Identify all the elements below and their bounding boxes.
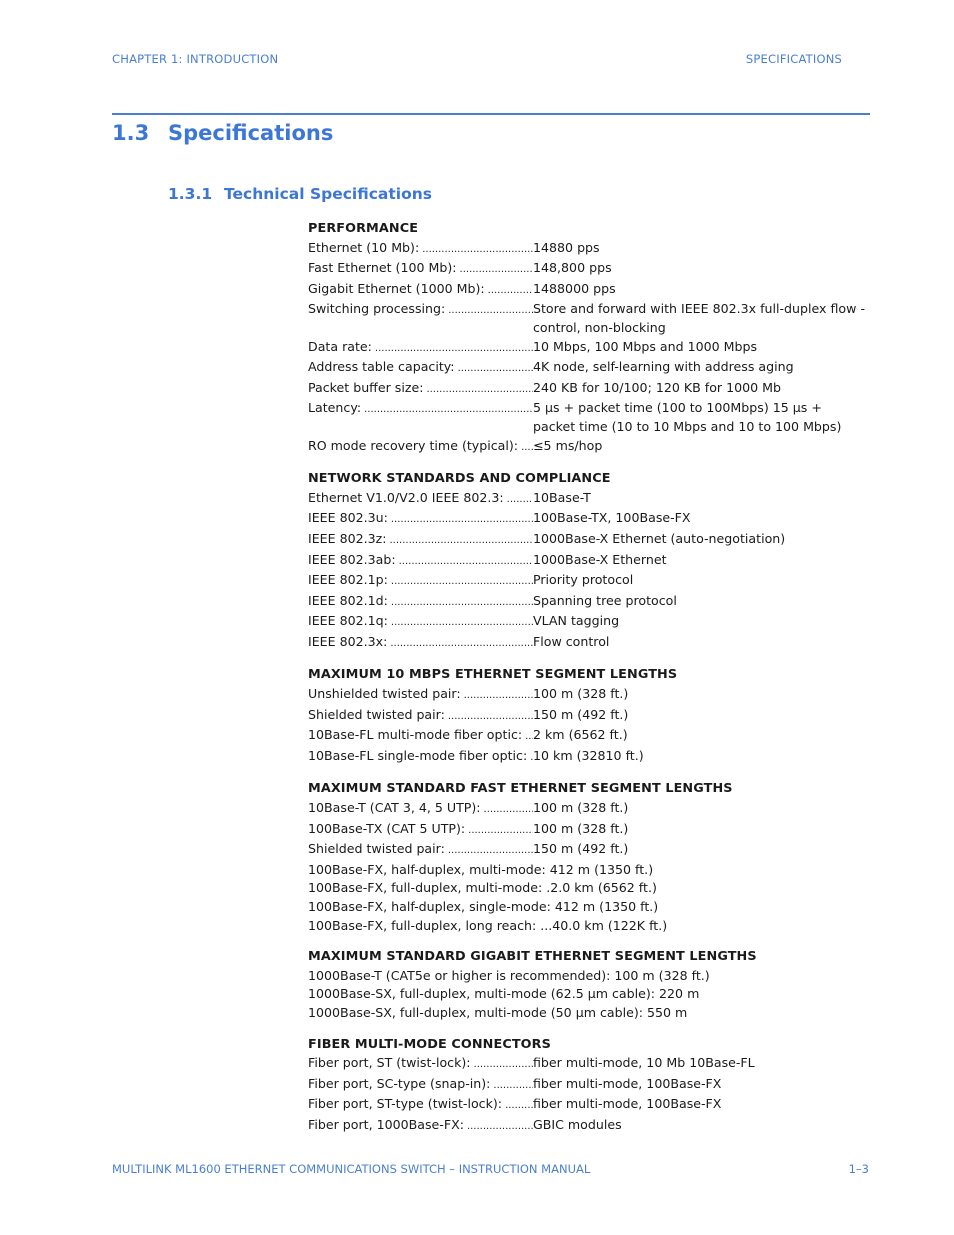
- dot-leader: [391, 509, 533, 530]
- spec-label: Latency:: [308, 400, 362, 416]
- spec-label-cell: [308, 437, 533, 458]
- spec-row: [308, 551, 868, 572]
- spec-row: [308, 437, 868, 458]
- spec-row: [308, 1095, 868, 1116]
- dot-leader: [391, 571, 533, 592]
- spec-section-title: FIBER MULTI-MODE CONNECTORS: [308, 1036, 551, 1052]
- spec-label-cell: [308, 530, 533, 551]
- spec-line: 100Base-FX, full-duplex, long reach: ...40.0 km (122K ft.): [308, 917, 668, 933]
- spec-row: [308, 726, 868, 747]
- spec-row: [308, 530, 868, 551]
- spec-label: 10Base-FL multi-mode fiber optic:: [308, 727, 523, 743]
- spec-value: 240 KB for 10/100; 120 KB for 1000 Mb: [533, 379, 781, 395]
- running-header-section: SPECIFICATIONS: [745, 52, 842, 66]
- spec-row: [308, 358, 868, 379]
- spec-row: [308, 706, 868, 727]
- header-rule: [112, 113, 870, 115]
- spec-label: Shielded twisted pair:: [308, 841, 445, 857]
- spec-label: Fiber port, ST-type (twist-lock):: [308, 1096, 503, 1112]
- dot-leader: [468, 820, 533, 841]
- spec-label: Fiber port, ST (twist-lock):: [308, 1055, 471, 1071]
- spec-label-cell: [308, 338, 533, 359]
- spec-row: [308, 633, 868, 654]
- running-header-chapter: CHAPTER 1: INTRODUCTION: [112, 52, 279, 66]
- spec-label: IEEE 802.3ab:: [308, 551, 396, 567]
- spec-value: 1000Base-X Ethernet: [533, 551, 667, 567]
- spec-row: [308, 399, 868, 436]
- spec-row: [308, 799, 868, 820]
- spec-value: 10 km (32810 ft.): [533, 747, 644, 763]
- spec-label: IEEE 802.3z:: [308, 530, 387, 546]
- spec-value: Priority protocol: [533, 572, 634, 588]
- spec-value: 150 m (492 ft.): [533, 841, 629, 857]
- dot-leader: [364, 399, 533, 436]
- dot-leader: [448, 706, 533, 727]
- page-number: 1–3: [848, 1162, 869, 1176]
- spec-label-cell: [308, 239, 533, 260]
- spec-value: fiber multi-mode, 100Base-FX: [533, 1075, 722, 1091]
- section-number: 1.3: [112, 121, 150, 145]
- spec-label-cell: [308, 259, 533, 280]
- spec-label: 10Base-T (CAT 3, 4, 5 UTP):: [308, 800, 481, 816]
- subsection-heading: [168, 185, 432, 203]
- spec-line: 100Base-FX, half-duplex, multi-mode: 412 m (1350 ft.): [308, 861, 654, 877]
- dot-leader: [448, 840, 533, 861]
- spec-label-cell: [308, 820, 533, 841]
- spec-label-cell: [308, 612, 533, 633]
- spec-row: [308, 1054, 868, 1075]
- dot-leader: [375, 338, 533, 359]
- spec-label: Gigabit Ethernet (1000 Mb):: [308, 280, 485, 296]
- spec-section: [308, 948, 868, 1022]
- spec-label: IEEE 802.1p:: [308, 572, 388, 588]
- spec-value: fiber multi-mode, 10 Mb 10Base-FL: [533, 1055, 755, 1071]
- spec-label-cell: [308, 280, 533, 301]
- spec-line: 1000Base-SX, full-duplex, multi-mode (50 µm cable): 550 m: [308, 1004, 688, 1020]
- spec-row: [308, 820, 868, 841]
- spec-row: [308, 1075, 868, 1096]
- spec-value: GBIC modules: [533, 1116, 622, 1132]
- spec-label-cell: [308, 300, 533, 337]
- spec-value: ≤5 ms/hop: [533, 437, 603, 453]
- spec-row: [308, 612, 868, 633]
- dot-leader: [507, 489, 533, 510]
- dot-leader: [488, 280, 533, 301]
- spec-label-cell: [308, 358, 533, 379]
- spec-label: Fiber port, SC-type (snap-in):: [308, 1075, 491, 1091]
- spec-label: Data rate:: [308, 338, 372, 354]
- dot-leader: [505, 1095, 533, 1116]
- spec-label: Unshielded twisted pair:: [308, 686, 461, 702]
- spec-value: fiber multi-mode, 100Base-FX: [533, 1096, 722, 1112]
- spec-section-title: MAXIMUM STANDARD FAST ETHERNET SEGMENT LENGTHS: [308, 781, 733, 797]
- spec-label-cell: [308, 633, 533, 654]
- spec-value: 150 m (492 ft.): [533, 706, 629, 722]
- spec-row: [308, 379, 868, 400]
- spec-value: Store and forward with IEEE 802.3x full-duplex flow - control, non-blocking: [533, 301, 865, 335]
- spec-value: Spanning tree protocol: [533, 592, 677, 608]
- spec-label: Address table capacity:: [308, 359, 455, 375]
- spec-value: 10 Mbps, 100 Mbps and 1000 Mbps: [533, 338, 758, 354]
- spec-label: Packet buffer size:: [308, 379, 424, 395]
- spec-value: 100Base-TX, 100Base-FX: [533, 510, 691, 526]
- dot-leader: [525, 726, 533, 747]
- spec-row: [308, 338, 868, 359]
- spec-section: [308, 470, 868, 653]
- dot-leader: [426, 379, 533, 400]
- spec-label: IEEE 802.1d:: [308, 592, 388, 608]
- footer-title: MULTILINK ML1600 ETHERNET COMMUNICATIONS SWITCH – INSTRUCTION MANUAL: [112, 1162, 591, 1176]
- spec-label: 10Base-FL single-mode fiber optic:: [308, 747, 528, 763]
- dot-leader: [391, 612, 533, 633]
- dot-leader: [422, 239, 533, 260]
- spec-row: [308, 1116, 868, 1137]
- spec-line: 100Base-FX, full-duplex, multi-mode: .2.0 km (6562 ft.): [308, 880, 657, 896]
- section-heading: [112, 121, 333, 145]
- dot-leader: [390, 633, 533, 654]
- spec-row: [308, 685, 868, 706]
- spec-label-cell: [308, 1116, 533, 1137]
- spec-label-cell: [308, 799, 533, 820]
- spec-label: 100Base-TX (CAT 5 UTP):: [308, 820, 466, 836]
- spec-label-cell: [308, 1075, 533, 1096]
- spec-value: Flow control: [533, 633, 610, 649]
- spec-value: 100 m (328 ft.): [533, 800, 629, 816]
- spec-value: 5 µs + packet time (100 to 100Mbps) 15 µs + packet time (10 to 10 Mbps and 10 to 100 Mbps): [533, 400, 842, 434]
- spec-row: [308, 239, 868, 260]
- spec-label-cell: [308, 489, 533, 510]
- spec-label-cell: [308, 379, 533, 400]
- spec-label-cell: [308, 1054, 533, 1075]
- subsection-title: Technical Specifications: [224, 185, 432, 203]
- dot-leader: [391, 592, 533, 613]
- dot-leader: [399, 551, 533, 572]
- spec-section-title: MAXIMUM 10 MBPS ETHERNET SEGMENT LENGTHS: [308, 667, 678, 683]
- dot-leader: [460, 259, 533, 280]
- spec-row: [308, 489, 868, 510]
- spec-label-cell: [308, 592, 533, 613]
- spec-value: 14880 pps: [533, 239, 600, 255]
- spec-value: 100 m (328 ft.): [533, 686, 629, 702]
- spec-value: 2 km (6562 ft.): [533, 727, 628, 743]
- spec-label: Fast Ethernet (100 Mb):: [308, 260, 457, 276]
- dot-leader: [458, 358, 533, 379]
- spec-label: Fiber port, 1000Base-FX:: [308, 1116, 464, 1132]
- spec-label-cell: [308, 840, 533, 861]
- dot-leader: [474, 1054, 533, 1075]
- spec-label-cell: [308, 1095, 533, 1116]
- section-title: Specifications: [168, 121, 334, 145]
- dot-leader: [448, 300, 533, 337]
- spec-content: [308, 220, 868, 1150]
- spec-label: IEEE 802.3x:: [308, 633, 388, 649]
- spec-row: [308, 592, 868, 613]
- spec-row: [308, 840, 868, 861]
- spec-label: IEEE 802.1q:: [308, 613, 388, 629]
- spec-value: 1488000 pps: [533, 280, 616, 296]
- dot-leader: [390, 530, 534, 551]
- spec-label-cell: [308, 685, 533, 706]
- spec-value: 100 m (328 ft.): [533, 820, 629, 836]
- spec-value: VLAN tagging: [533, 613, 620, 629]
- spec-label-cell: [308, 747, 533, 768]
- spec-line: 1000Base-SX, full-duplex, multi-mode (62.5 µm cable): 220 m: [308, 986, 700, 1002]
- dot-leader: [464, 685, 533, 706]
- spec-label: Switching processing:: [308, 301, 446, 317]
- spec-line: 1000Base-T (CAT5e or higher is recommended): 100 m (328 ft.): [308, 967, 710, 983]
- spec-label-cell: [308, 571, 533, 592]
- spec-line: 100Base-FX, half-duplex, single-mode: 412 m (1350 ft.): [308, 899, 659, 914]
- dot-leader: [493, 1075, 533, 1096]
- spec-value: 1000Base-X Ethernet (auto-negotiation): [533, 530, 786, 546]
- spec-row: [308, 259, 868, 280]
- spec-section-title: MAXIMUM STANDARD GIGABIT ETHERNET SEGMENT LENGTHS: [308, 949, 757, 965]
- spec-label-cell: [308, 399, 533, 436]
- spec-label: RO mode recovery time (typical):: [308, 437, 519, 453]
- spec-label: Shielded twisted pair:: [308, 706, 445, 722]
- spec-section: [308, 1036, 868, 1137]
- spec-section: [308, 780, 868, 935]
- spec-value: 4K node, self-learning with address aging: [533, 359, 794, 375]
- spec-row: [308, 571, 868, 592]
- spec-row: [308, 300, 868, 337]
- spec-label-cell: [308, 509, 533, 530]
- spec-value: 10Base-T: [533, 489, 591, 505]
- spec-label-cell: [308, 551, 533, 572]
- subsection-number: 1.3.1: [168, 185, 213, 203]
- spec-label: Ethernet (10 Mb):: [308, 239, 420, 255]
- dot-leader: [467, 1116, 533, 1137]
- spec-label: Ethernet V1.0/V2.0 IEEE 802.3:: [308, 489, 504, 505]
- spec-section: [308, 666, 868, 767]
- spec-section-title: PERFORMANCE: [308, 221, 419, 236]
- spec-label-cell: [308, 706, 533, 727]
- dot-leader: [521, 437, 533, 458]
- spec-label: IEEE 802.3u:: [308, 510, 388, 526]
- spec-row: [308, 747, 868, 768]
- spec-section-title: NETWORK STANDARDS AND COMPLIANCE: [308, 471, 611, 487]
- dot-leader: [484, 799, 533, 820]
- spec-value: 148,800 pps: [533, 260, 612, 276]
- spec-row: [308, 280, 868, 301]
- spec-label-cell: [308, 726, 533, 747]
- spec-row: [308, 509, 868, 530]
- spec-section: [308, 220, 868, 457]
